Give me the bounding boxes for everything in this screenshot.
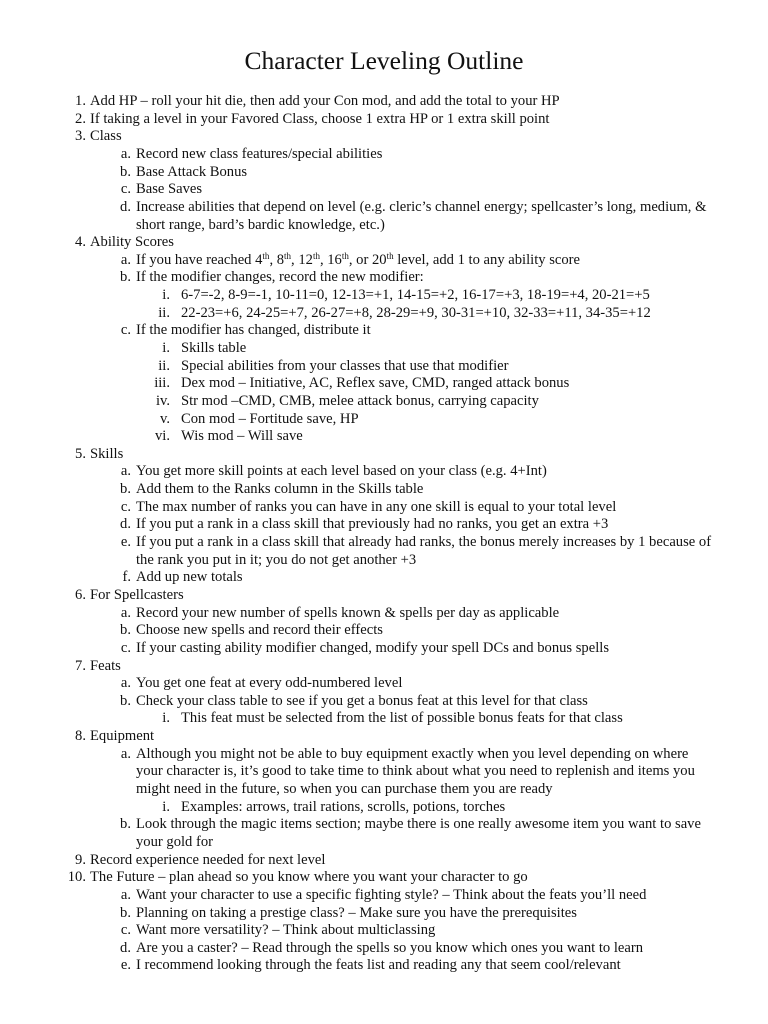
outline-item-level-3	[0, 799, 768, 817]
item-number: d.	[120, 516, 131, 533]
item-number: b.	[120, 269, 131, 286]
outline-item-level-2	[0, 957, 768, 975]
outline-item-level-1	[0, 111, 768, 129]
item-number: 7.	[75, 657, 86, 674]
item-text: Dex mod – Initiative, AC, Reflex save, CMD, ranged attack bonus	[181, 375, 570, 392]
item-text: If the modifier changes, record the new modifier:	[136, 269, 424, 286]
outline-item-level-2	[0, 622, 768, 640]
outline-item-level-1	[0, 128, 768, 146]
outline-item-level-2	[0, 481, 768, 499]
item-text: 6-7=-2, 8-9=-1, 10-11=0, 12-13=+1, 14-15=+2, 16-17=+3, 18-19=+4, 20-21=+5	[181, 287, 650, 304]
item-number: i.	[162, 339, 170, 356]
item-text: Record experience needed for next level	[90, 851, 326, 868]
item-text: If you put a rank in a class skill that previously had no ranks, you get an extra +3	[136, 516, 609, 533]
item-number: ii.	[158, 304, 170, 321]
outline-item-level-2	[0, 746, 768, 799]
item-text: If the modifier has changed, distribute it	[136, 322, 371, 339]
outline-item-level-3	[0, 287, 768, 305]
item-text: 22-23=+6, 24-25=+7, 26-27=+8, 28-29=+9, 30-31=+10, 32-33=+11, 34-35=+12	[181, 304, 651, 321]
item-text: Record your new number of spells known & spells per day as applicable	[136, 604, 560, 621]
item-text: For Spellcasters	[90, 586, 184, 603]
item-text: Are you a caster? – Read through the spells so you know which ones you want to learn	[136, 939, 644, 956]
item-number: 9.	[75, 851, 86, 868]
item-number: d.	[120, 198, 131, 215]
outline-item-level-1	[0, 234, 768, 252]
item-number: a.	[120, 745, 131, 762]
item-number: 4.	[75, 234, 86, 251]
item-text: The Future – plan ahead so you know where you want your character to go	[90, 869, 528, 886]
item-number: a.	[120, 463, 131, 480]
outline-item-level-2	[0, 463, 768, 481]
item-number: 2.	[75, 110, 86, 127]
item-number: ii.	[158, 357, 170, 374]
outline-item-level-3	[0, 358, 768, 376]
outline-item-level-2	[0, 905, 768, 923]
outline-item-level-1	[0, 728, 768, 746]
item-number: i.	[162, 798, 170, 815]
item-number: b.	[120, 692, 131, 709]
item-text: Class	[90, 128, 122, 145]
item-number: i.	[162, 710, 170, 727]
item-number: d.	[120, 939, 131, 956]
outline-item-level-3	[0, 428, 768, 446]
item-number: c.	[120, 922, 131, 939]
item-text: Want your character to use a specific fighting style? – Think about the feats you’ll need	[136, 886, 647, 903]
item-text: Equipment	[90, 728, 155, 745]
item-number: iii.	[154, 375, 170, 392]
item-text: This feat must be selected from the list of possible bonus feats for that class	[181, 710, 623, 727]
outline-item-level-2	[0, 640, 768, 658]
item-text: Skills	[90, 445, 124, 462]
outline-item-level-2	[0, 605, 768, 623]
outline-item-level-2	[0, 146, 768, 164]
item-text: Planning on taking a prestige class? – Make sure you have the prerequisites	[136, 904, 577, 921]
item-text: Con mod – Fortitude save, HP	[181, 410, 359, 427]
outline-item-level-3	[0, 305, 768, 323]
item-number: iv.	[155, 392, 170, 409]
outline-item-level-2	[0, 922, 768, 940]
outline-item-level-1	[0, 869, 768, 887]
outline-item-level-1	[0, 446, 768, 464]
outline-item-level-2	[0, 693, 768, 711]
outline-item-level-2	[0, 181, 768, 199]
item-text: If you have reached 4th, 8th, 12th, 16th, or 20th level, add 1 to any ability score	[136, 250, 580, 268]
outline-item-level-3	[0, 340, 768, 358]
outline-item-level-2	[0, 569, 768, 587]
outline-item-level-2	[0, 252, 768, 270]
item-number: e.	[120, 534, 131, 551]
item-text: The max number of ranks you can have in any one skill is equal to your total level	[136, 498, 617, 515]
item-text: If you put a rank in a class skill that already had ranks, the bonus merely increases by 1 because of the rank you put in it; you do not get another +3	[136, 534, 712, 568]
outline-item-level-3	[0, 710, 768, 728]
item-text: Base Attack Bonus	[136, 163, 248, 180]
item-number: a.	[120, 886, 131, 903]
outline-item-level-2	[0, 164, 768, 182]
item-number: b.	[120, 622, 131, 639]
item-number: c.	[120, 322, 131, 339]
item-text: Ability Scores	[90, 234, 174, 251]
item-number: a.	[120, 251, 131, 268]
outline-item-level-2	[0, 516, 768, 534]
outline-item-level-1	[0, 852, 768, 870]
item-number: 3.	[75, 128, 86, 145]
outline-item-level-3	[0, 393, 768, 411]
item-number: b.	[120, 904, 131, 921]
item-text: Str mod –CMD, CMB, melee attack bonus, carrying capacity	[181, 392, 539, 409]
outline-item-level-1	[0, 93, 768, 111]
item-number: v.	[160, 410, 170, 427]
item-number: f.	[122, 569, 131, 586]
item-text: Wis mod – Will save	[181, 428, 303, 445]
outline-item-level-1	[0, 587, 768, 605]
outline-list	[0, 93, 768, 975]
item-text: Feats	[90, 657, 121, 674]
item-text: Skills table	[181, 339, 247, 356]
item-text: Base Saves	[136, 181, 203, 198]
item-number: a.	[120, 675, 131, 692]
item-number: e.	[120, 957, 131, 974]
item-number: a.	[120, 145, 131, 162]
item-text: Although you might not be able to buy equipment exactly when you level depending on where your character is, it’s good to take time to think about what you need to replenish and items you might need in the future, so when you can purchase them you are ready	[136, 745, 695, 798]
item-number: c.	[120, 181, 131, 198]
item-text: Check your class table to see if you get a bonus feat at this level for that class	[136, 692, 588, 709]
outline-item-level-2	[0, 322, 768, 340]
item-text: Increase abilities that depend on level (e.g. cleric’s channel energy; spellcaster’s long, medium, & short range, bard’s bardic knowledge, etc.)	[136, 198, 707, 233]
item-text: Record new class features/special abilities	[136, 145, 383, 162]
item-text: Examples: arrows, trail rations, scrolls, potions, torches	[181, 798, 506, 815]
outline-item-level-1	[0, 658, 768, 676]
outline-item-level-3	[0, 375, 768, 393]
item-number: 10.	[67, 869, 86, 886]
item-number: c.	[120, 639, 131, 656]
item-text: Look through the magic items section; maybe there is one really awesome item you want to save your gold for	[136, 816, 701, 850]
item-text: Add them to the Ranks column in the Skills table	[136, 481, 424, 498]
document-title: Character Leveling Outline	[244, 46, 524, 75]
item-text: You get one feat at every odd-numbered level	[136, 675, 403, 692]
item-text: Add HP – roll your hit die, then add your Con mod, and add the total to your HP	[90, 93, 560, 109]
item-text: You get more skill points at each level based on your class (e.g. 4+Int)	[136, 463, 547, 480]
item-text: If your casting ability modifier changed, modify your spell DCs and bonus spells	[136, 639, 609, 656]
item-number: b.	[120, 163, 131, 180]
outline-item-level-2	[0, 499, 768, 517]
item-number: 6.	[75, 586, 86, 603]
outline-item-level-2	[0, 887, 768, 905]
item-text: I recommend looking through the feats list and reading any that seem cool/relevant	[136, 957, 621, 974]
outline-item-level-2	[0, 269, 768, 287]
item-number: i.	[162, 287, 170, 304]
outline-item-level-2	[0, 199, 768, 234]
item-number: 8.	[75, 728, 86, 745]
outline-item-level-2	[0, 940, 768, 958]
item-number: b.	[120, 816, 131, 833]
item-number: a.	[120, 604, 131, 621]
item-text: If taking a level in your Favored Class, choose 1 extra HP or 1 extra skill point	[90, 110, 550, 127]
outline-item-level-3	[0, 411, 768, 429]
item-number: vi.	[155, 428, 170, 445]
item-number: b.	[120, 481, 131, 498]
item-text: Choose new spells and record their effects	[136, 622, 383, 639]
item-number: 5.	[75, 445, 86, 462]
item-number: 1.	[75, 93, 86, 109]
outline-item-level-2	[0, 675, 768, 693]
outline-item-level-2	[0, 534, 768, 569]
item-number: c.	[120, 498, 131, 515]
item-text: Want more versatility? – Think about multiclassing	[136, 922, 436, 939]
item-text: Add up new totals	[136, 569, 243, 586]
item-text: Special abilities from your classes that use that modifier	[181, 357, 509, 374]
outline-item-level-2	[0, 816, 768, 851]
